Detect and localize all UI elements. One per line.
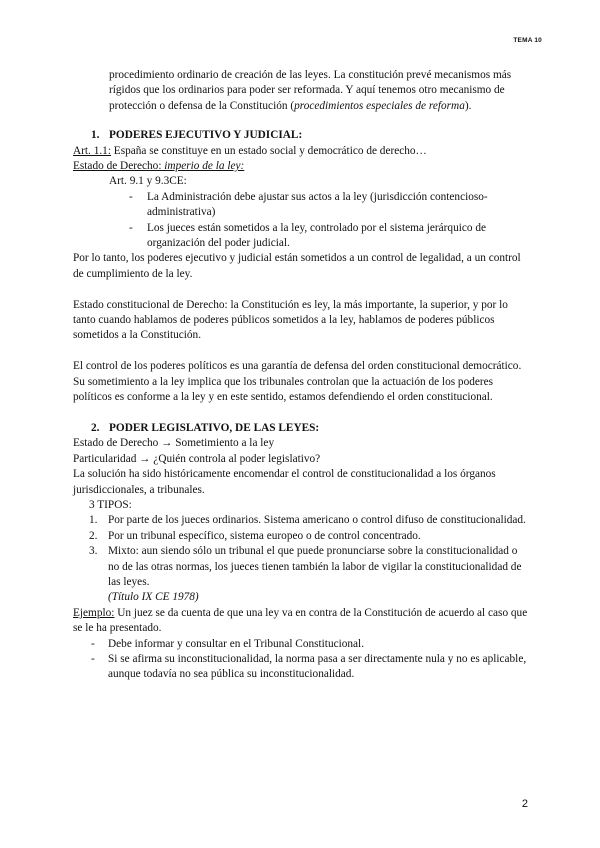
ejemplo-label: Ejemplo: bbox=[73, 606, 115, 619]
section1-number: 1. bbox=[91, 129, 100, 142]
ejemplo-list bbox=[73, 637, 528, 683]
list-item bbox=[73, 513, 528, 528]
section2-heading bbox=[73, 421, 528, 436]
art-1-1 bbox=[73, 144, 528, 159]
item-text: Mixto: aun siendo sólo un tribunal el que puede pronunciarse sobre la constitucionalidad o no de las otras normas, los jueces tienen también la labor de vigilar la constitucionalidad de las leyes. bbox=[108, 545, 522, 588]
item-number: 2. bbox=[89, 529, 98, 542]
list-item bbox=[73, 544, 528, 590]
list-item: - Los jueces están sometidos a la ley, controlado por el sistema jerárquico de organización del poder judicial. bbox=[73, 221, 528, 252]
item-text: Por parte de los jueces ordinarios. Sistema americano o control difuso de constitucionalidad. bbox=[108, 514, 526, 527]
art-text: España se constituye en un estado social y democrático de derecho… bbox=[110, 144, 427, 157]
section1-conclusion: Por lo tanto, los poderes ejecutivo y judicial están sometidos a un control de legalidad, a un control de cumplimiento de la ley. bbox=[73, 252, 521, 280]
page-number: 2 bbox=[521, 798, 528, 810]
intro-end: ). bbox=[464, 99, 472, 112]
titulo-ref bbox=[73, 590, 528, 605]
estado-constitucional-paragraph: Estado constitucional de Derecho: la Constitución es ley, la más importante, la superior, y por lo tanto cuando hablamos de poderes públicos sometidos a la ley, hablamos de poderes públicos sometidos a la Constitución. bbox=[73, 298, 508, 342]
section1-heading bbox=[73, 128, 528, 143]
header-label: TEMA 10 bbox=[513, 37, 542, 44]
list-item: - La Administración debe ajustar sus actos a la ley (jurisdicción contencioso-administrativa) bbox=[73, 190, 528, 221]
item-number: 3. bbox=[89, 545, 98, 558]
item-number: 1. bbox=[89, 514, 98, 527]
ejemplo-text: Un juez se da cuenta de que una ley va en contra de la Constitución de acuerdo al caso que se le ha presentado. bbox=[73, 606, 528, 635]
section2-line3: La solución ha sido históricamente encomendar el control de constitucionalidad a los órganos jurisdiccionales, a tribunales. bbox=[73, 468, 496, 496]
section2-line2: Particularidad → ¿Quién controla al poder legislativo? bbox=[73, 452, 321, 465]
titulo-ref-text: (Título IX CE 1978) bbox=[108, 591, 199, 604]
list-item bbox=[73, 529, 528, 544]
section2-title: PODER LEGISLATIVO, DE LAS LEYES: bbox=[109, 421, 320, 434]
item-text: Por un tribunal específico, sistema europeo o de control concentrado. bbox=[108, 529, 421, 542]
estado-italic: imperio de la ley: bbox=[161, 160, 245, 173]
estado-label: Estado de Derecho: bbox=[73, 160, 162, 173]
intro-text: procedimiento ordinario de creación de las leyes. La constitución prevé mecanismos más rígidos que los ordinarios para poder ser reformada. Y aquí tenemos otro mecanismo de protección o defensa de la Constitución ( bbox=[109, 69, 512, 112]
ejemplo-paragraph bbox=[73, 606, 528, 637]
section2-line1: Estado de Derecho → Sometimiento a la ley bbox=[73, 437, 275, 450]
list-item: - Si se afirma su inconstitucionalidad, la norma pasa a ser directamente nula y no es aplicable, aunque todavía no sea pública su inconstitucionalidad. bbox=[73, 652, 528, 683]
control-paragraph: El control de los poderes políticos es una garantía de defensa del orden constitucional democrático. Su sometimiento a la ley implica que los tribunales controlan que la actuación de los poderes políticos es conforme a la ley y en este sentido, estamos defendiendo el orden constitucional. bbox=[73, 360, 522, 404]
estado-derecho bbox=[73, 159, 528, 174]
tipos-label: 3 TIPOS: bbox=[89, 498, 132, 511]
intro-italic: procedimientos especiales de reforma bbox=[294, 99, 465, 112]
section1-list bbox=[73, 190, 528, 252]
section1-title: PODERES EJECUTIVO Y JUDICIAL: bbox=[109, 129, 303, 142]
tipos-list bbox=[73, 513, 528, 590]
document-body bbox=[73, 68, 528, 683]
intro-paragraph bbox=[73, 68, 528, 114]
art-ref: Art. 9.1 y 9.3CE: bbox=[109, 175, 187, 188]
art-label: Art. 1.1: bbox=[73, 144, 111, 157]
list-item: - Debe informar y consultar en el Tribunal Constitucional. bbox=[73, 637, 528, 652]
section2-number: 2. bbox=[91, 421, 100, 434]
